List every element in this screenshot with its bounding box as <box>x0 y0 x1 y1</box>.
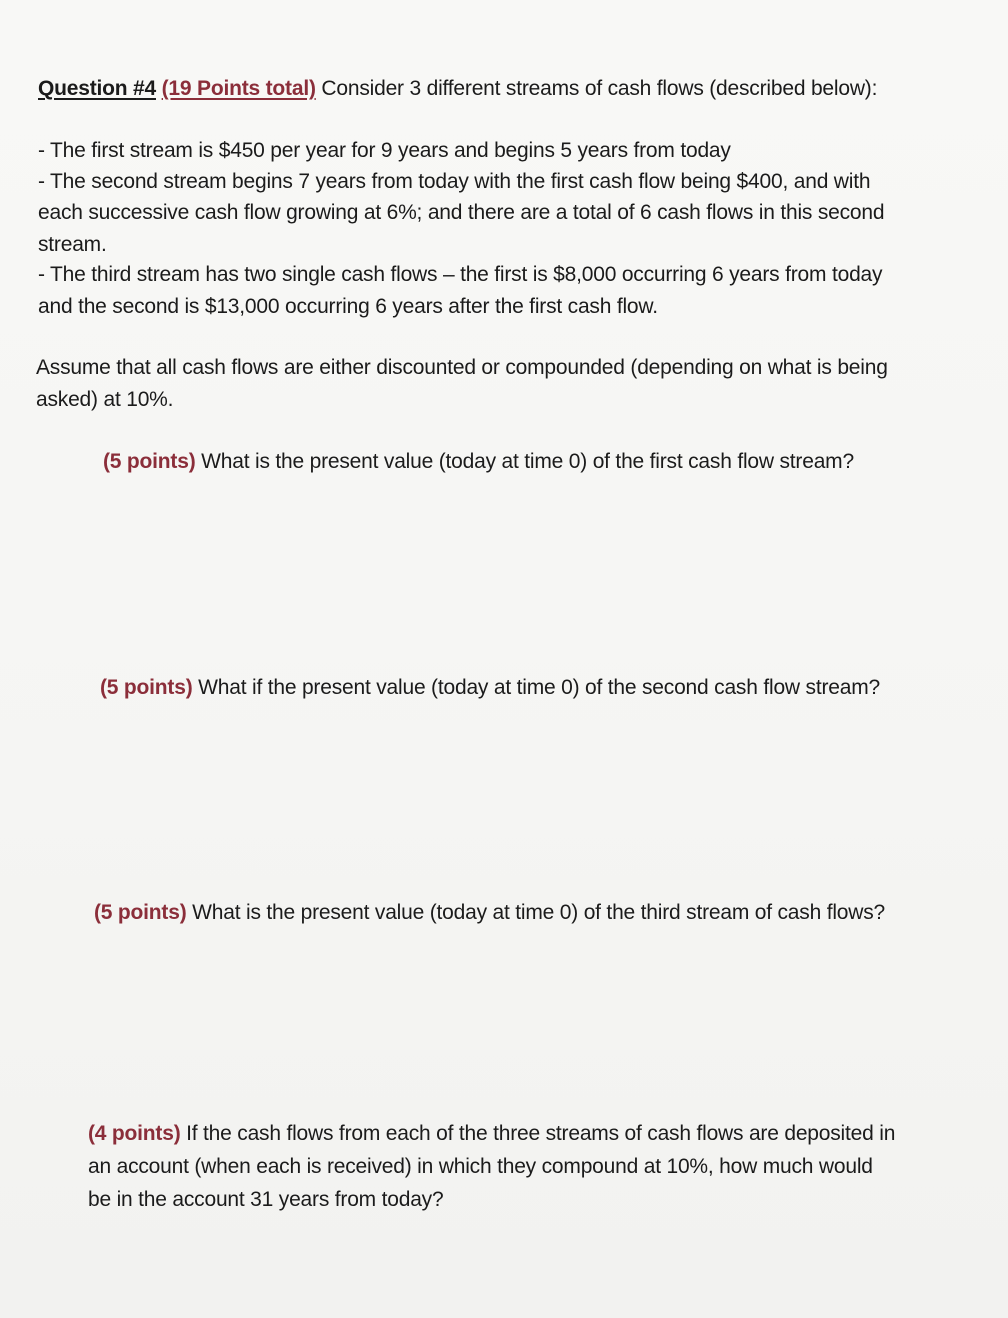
stream-second-description-line-1: - The second stream begins 7 years from today with the first cash flow being $400, and with <box>38 170 871 193</box>
part-3-text: What is the present value (today at time 0) of the third stream of cash flows? <box>186 901 886 924</box>
part-4-text-line-1: If the cash flows from each of the three streams of cash flows are deposited in <box>180 1122 896 1145</box>
stream-second-description-line-3: stream. <box>38 233 107 256</box>
stream-third-description-line-1: - The third stream has two single cash flows – the first is $8,000 occurring 6 years from today <box>38 263 883 286</box>
part-2-points: (5 points) <box>100 676 193 699</box>
assumption-line-2: asked) at 10%. <box>36 388 174 411</box>
question-points-total: (19 Points total) <box>161 77 316 100</box>
part-2-question <box>100 675 880 701</box>
part-1-points: (5 points) <box>103 450 196 473</box>
part-2-text: What if the present value (today at time 0) of the second cash flow stream? <box>192 676 880 699</box>
part-4-question-line-1 <box>88 1121 895 1147</box>
question-label: Question #4 <box>38 77 156 100</box>
part-4-question-line-3: be in the account 31 years from today? <box>88 1188 444 1211</box>
assumption-line-1: Assume that all cash flows are either discounted or compounded (depending on what is being <box>36 356 888 379</box>
stream-first-description: - The first stream is $450 per year for 9 years and begins 5 years from today <box>38 139 731 162</box>
stream-third-description-line-2: and the second is $13,000 occurring 6 years after the first cash flow. <box>38 295 658 318</box>
part-1-text: What is the present value (today at time 0) of the first cash flow stream? <box>195 450 854 473</box>
question-intro: Consider 3 different streams of cash flows (described below): <box>315 77 878 100</box>
part-4-question-line-2: an account (when each is received) in which they compound at 10%, how much would <box>88 1155 873 1178</box>
question-title <box>38 76 877 102</box>
part-3-question <box>94 900 885 926</box>
part-3-points: (5 points) <box>94 901 187 924</box>
part-4-points: (4 points) <box>88 1122 181 1145</box>
stream-second-description-line-2: each successive cash flow growing at 6%; and there are a total of 6 cash flows in this second <box>38 201 885 224</box>
part-1-question <box>103 449 854 475</box>
